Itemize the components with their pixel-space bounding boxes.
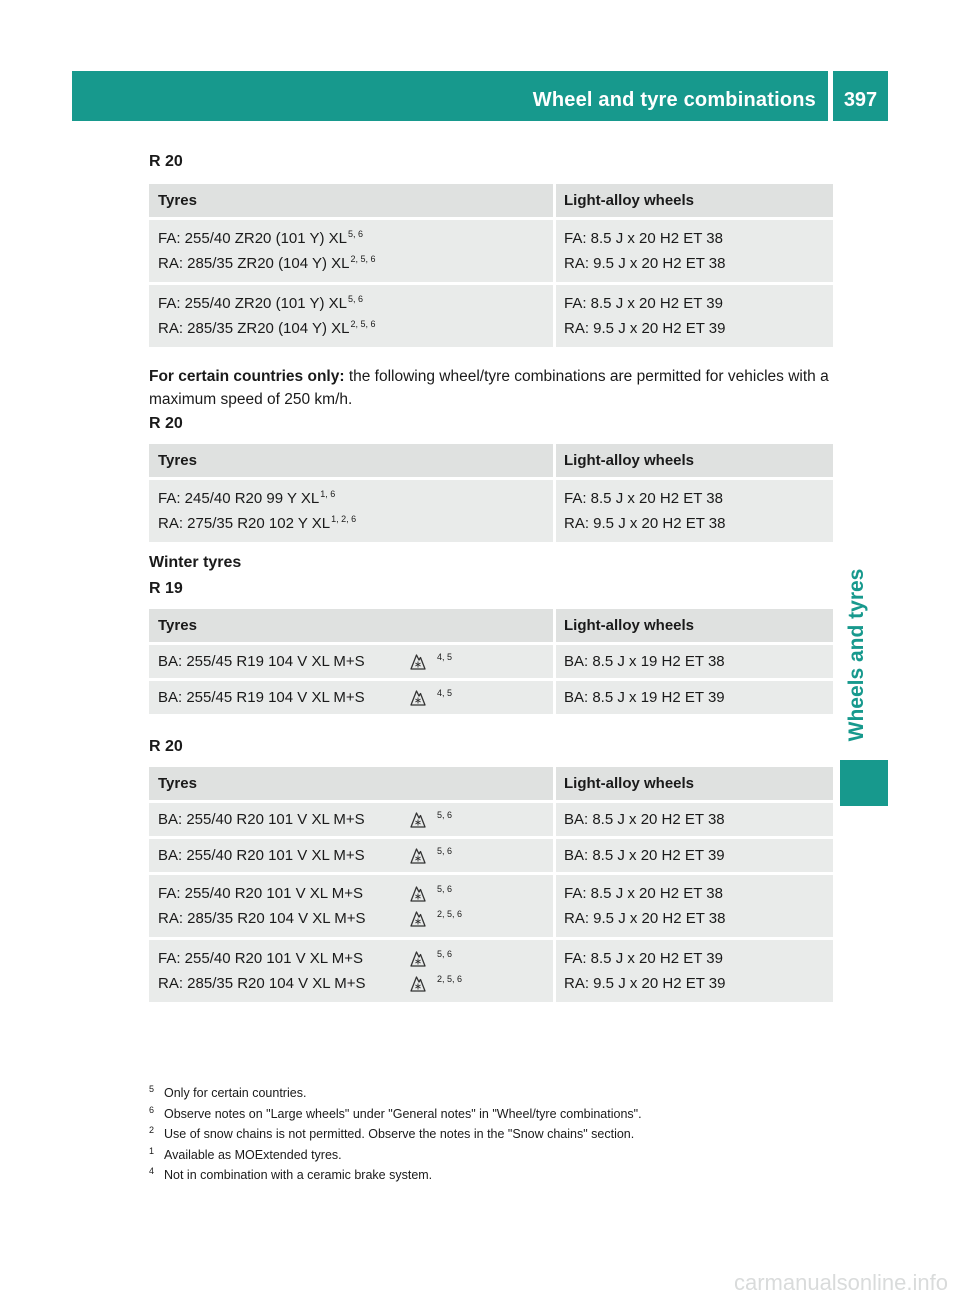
table-r20-250 [149, 444, 833, 545]
table-header-row [149, 767, 833, 803]
tyre-spec-text: BA: 255/45 R19 104 V XL M+S [158, 689, 365, 706]
wheel-spec-line: BA: 8.5 J x 20 H2 ET 39 [564, 847, 725, 864]
tyre-spec-line [158, 486, 553, 511]
watermark: carmanualsonline.info [733, 1270, 948, 1295]
footnote-text: Not in combination with a ceramic brake system. [164, 1168, 433, 1182]
footnote-text: Use of snow chains is not permitted. Observe the notes in the "Snow chains" section. [164, 1127, 635, 1141]
footnote-ref: 5, 6 [437, 949, 453, 959]
tyre-cell [149, 839, 556, 872]
tyre-spec-line [158, 251, 553, 276]
footnote-item [149, 1083, 833, 1104]
tyre-spec-text: FA: 255/40 R20 101 V XL M+S [158, 885, 363, 902]
footnote-ref: 5, 6 [348, 294, 364, 304]
winter-tyres-heading: Winter tyres [149, 554, 242, 571]
column-header-tyres: Tyres [149, 609, 556, 642]
wheel-cell [556, 875, 833, 937]
table-row [149, 803, 833, 839]
wheel-spec-line: RA: 9.5 J x 20 H2 ET 39 [564, 320, 726, 337]
wheel-cell [556, 681, 833, 714]
tyre-cell [149, 220, 556, 282]
snowflake-mountain-icon [410, 847, 426, 864]
tyre-spec-text: RA: 285/35 ZR20 (104 Y) XL [158, 255, 350, 272]
page-header [72, 71, 888, 121]
tyre-spec-line [158, 946, 553, 971]
wheel-cell [556, 285, 833, 347]
tyre-spec-text: BA: 255/45 R19 104 V XL M+S [158, 653, 365, 670]
tyre-spec-text: BA: 255/40 R20 101 V XL M+S [158, 811, 365, 828]
table-row [149, 875, 833, 940]
tyre-spec-text: FA: 255/40 R20 101 V XL M+S [158, 950, 363, 967]
tyre-spec-line [158, 291, 553, 316]
tyre-cell [149, 645, 556, 678]
table-row [149, 480, 833, 545]
footnote-number: 1 [149, 1145, 155, 1156]
wheel-spec-line: FA: 8.5 J x 20 H2 ET 39 [564, 950, 723, 967]
column-header-wheels: Light-alloy wheels [556, 444, 833, 477]
table-r19-winter [149, 609, 833, 717]
table-header-row [149, 184, 833, 220]
country-note-label: For certain countries only: [149, 368, 345, 385]
footnote-ref: 1, 2, 6 [331, 514, 357, 524]
footnote-ref: 5, 6 [437, 846, 453, 856]
table-r20-summer [149, 184, 833, 350]
table-r20-winter [149, 767, 833, 1005]
section-heading-r19: R 19 [149, 580, 183, 597]
footnote-number: 6 [149, 1104, 155, 1115]
wheel-spec-line: RA: 9.5 J x 20 H2 ET 38 [564, 910, 726, 927]
footnote-ref: 2, 5, 6 [350, 254, 376, 264]
snowflake-mountain-icon [410, 885, 426, 902]
wheel-spec-line: FA: 8.5 J x 20 H2 ET 38 [564, 490, 723, 507]
footnote-number: 4 [149, 1166, 155, 1176]
column-header-wheels: Light-alloy wheels [556, 609, 833, 642]
footnote-ref: 2, 5, 6 [350, 319, 376, 329]
tyre-cell [149, 875, 556, 937]
wheel-cell [556, 220, 833, 282]
footnote-ref: 2, 5, 6 [437, 909, 463, 919]
section-heading-r20-250: R 20 [149, 415, 183, 432]
footnote-text: Observe notes on "Large wheels" under "General notes" in "Wheel/tyre combinations". [164, 1106, 642, 1121]
wheel-spec-line: BA: 8.5 J x 20 H2 ET 38 [564, 811, 725, 828]
tyre-spec-text: FA: 255/40 ZR20 (101 Y) XL [158, 230, 348, 247]
tyre-spec-line [158, 906, 553, 931]
table-header-row [149, 609, 833, 645]
section-heading-r20-winter: R 20 [149, 738, 183, 755]
tyre-spec-line [158, 971, 553, 996]
chapter-marker [840, 760, 888, 806]
footnote-item [149, 1145, 833, 1166]
wheel-spec-line: FA: 8.5 J x 20 H2 ET 38 [564, 885, 723, 902]
wheel-spec-line: RA: 9.5 J x 20 H2 ET 38 [564, 255, 726, 272]
tyre-spec-text: RA: 275/35 R20 102 Y XL [158, 515, 331, 532]
country-note [149, 365, 833, 411]
tyre-cell [149, 940, 556, 1002]
footnote-item [149, 1124, 833, 1145]
section-heading-r20: R 20 [149, 153, 183, 170]
footnote-ref: 1, 6 [320, 489, 336, 499]
table-row [149, 839, 833, 875]
tyre-spec-text: FA: 255/40 ZR20 (101 Y) XL [158, 295, 348, 312]
footnote-text: Only for certain countries. [164, 1086, 307, 1100]
table-row [149, 940, 833, 1005]
footnote-ref: 5, 6 [437, 884, 453, 894]
snowflake-mountain-icon [410, 653, 426, 670]
snowflake-mountain-icon [410, 689, 426, 706]
tyre-spec-line [158, 511, 553, 536]
footnote-item [149, 1104, 833, 1125]
footnote-number: 5 [149, 1084, 155, 1094]
footnote-number: 2 [149, 1125, 155, 1135]
wheel-spec-line: RA: 9.5 J x 20 H2 ET 38 [564, 515, 726, 532]
footnote-item [149, 1165, 833, 1186]
table-row [149, 681, 833, 717]
snowflake-mountain-icon [410, 910, 426, 927]
footnote-ref: 4, 5 [437, 688, 453, 698]
table-header-row [149, 444, 833, 480]
table-row [149, 645, 833, 681]
tyre-spec-line [158, 843, 553, 868]
tyre-spec-line [158, 685, 553, 710]
wheel-cell [556, 480, 833, 542]
tyre-cell [149, 803, 556, 836]
tyre-spec-line [158, 881, 553, 906]
tyre-spec-line [158, 649, 553, 674]
wheel-spec-line: FA: 8.5 J x 20 H2 ET 39 [564, 295, 723, 312]
tyre-spec-line [158, 316, 553, 341]
wheel-spec-line: FA: 8.5 J x 20 H2 ET 38 [564, 230, 723, 247]
tyre-spec-text: FA: 245/40 R20 99 Y XL [158, 490, 320, 507]
tyre-cell [149, 285, 556, 347]
wheel-cell [556, 645, 833, 678]
table-row [149, 285, 833, 350]
wheel-spec-line: BA: 8.5 J x 19 H2 ET 38 [564, 653, 725, 670]
snowflake-mountain-icon [410, 950, 426, 967]
footnote-text: Available as MOExtended tyres. [164, 1147, 342, 1162]
footnote-ref: 2, 5, 6 [437, 974, 463, 984]
tyre-cell [149, 681, 556, 714]
tyre-spec-text: RA: 285/35 ZR20 (104 Y) XL [158, 320, 350, 337]
tyre-spec-text: RA: 285/35 R20 104 V XL M+S [158, 975, 366, 992]
chapter-tab-label: Wheels and tyres [845, 568, 868, 742]
chapter-tab [843, 555, 871, 755]
snowflake-mountain-icon [410, 811, 426, 828]
column-header-wheels: Light-alloy wheels [556, 184, 833, 217]
footnote-ref: 4, 5 [437, 652, 453, 662]
tyre-spec-line [158, 226, 553, 251]
tyre-cell [149, 480, 556, 542]
column-header-wheels: Light-alloy wheels [556, 767, 833, 800]
wheel-cell [556, 940, 833, 1002]
column-header-tyres: Tyres [149, 767, 556, 800]
footnote-ref: 5, 6 [437, 810, 453, 820]
wheel-cell [556, 803, 833, 836]
country-note-text: the following wheel/tyre combinations are permitted for vehicles with a maximum speed of 250 km/h. [149, 368, 829, 408]
column-header-tyres: Tyres [149, 444, 556, 477]
tyre-spec-text: BA: 255/40 R20 101 V XL M+S [158, 847, 365, 864]
tyre-spec-text: RA: 285/35 R20 104 V XL M+S [158, 910, 366, 927]
wheel-spec-line: RA: 9.5 J x 20 H2 ET 39 [564, 975, 726, 992]
tyre-spec-line [158, 807, 553, 832]
page-title: Wheel and tyre combinations [532, 89, 816, 111]
footnotes [149, 1083, 833, 1186]
table-row [149, 220, 833, 285]
page-number: 397 [843, 89, 878, 111]
wheel-cell [556, 839, 833, 872]
wheel-spec-line: BA: 8.5 J x 19 H2 ET 39 [564, 689, 725, 706]
footnote-ref: 5, 6 [348, 229, 364, 239]
column-header-tyres: Tyres [149, 184, 556, 217]
snowflake-mountain-icon [410, 975, 426, 992]
